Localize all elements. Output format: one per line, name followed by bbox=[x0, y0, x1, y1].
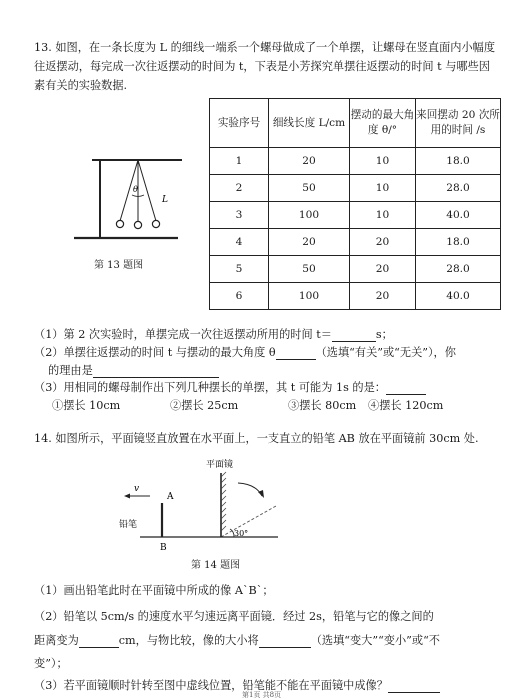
mirror-figure bbox=[110, 456, 310, 556]
q13-sub3 bbox=[34, 381, 426, 395]
cell-angle: 10 bbox=[350, 175, 416, 202]
pendulum-figure bbox=[70, 150, 190, 250]
q14-sub2: （2）铅笔以 5cm/s 的速度水平匀速远离平面镜．经过 2s，铅笔与它的像之间的 bbox=[34, 610, 434, 623]
answer-blank[interactable] bbox=[276, 347, 316, 360]
velocity-label: v bbox=[134, 484, 140, 494]
cell-length: 20 bbox=[269, 148, 350, 175]
answer-blank[interactable] bbox=[79, 635, 119, 648]
table-row bbox=[210, 256, 501, 283]
cell-length: 20 bbox=[269, 229, 350, 256]
cell-angle: 10 bbox=[350, 148, 416, 175]
q14-sub3 bbox=[34, 679, 440, 693]
q14-sub2b-mid: cm，与物比较，像的大小将 bbox=[118, 634, 259, 647]
cell-angle: 20 bbox=[350, 283, 416, 310]
q13-sub1 bbox=[34, 328, 393, 342]
header-time: 来回摆动 20 次所用的时间 /s bbox=[416, 99, 501, 148]
answer-blank[interactable] bbox=[93, 365, 219, 378]
option-d: ④摆长 120cm bbox=[368, 399, 444, 412]
q14-sub3-text: （3）若平面镜顺时针转至图中虚线位置，铅笔能不能在平面镜中成像？ bbox=[34, 679, 388, 692]
angle-label: 30° bbox=[234, 529, 249, 538]
cell-length: 100 bbox=[269, 202, 350, 229]
cell-length: 50 bbox=[269, 256, 350, 283]
length-label: L bbox=[162, 195, 168, 205]
q13-sub1-end: s； bbox=[375, 328, 393, 341]
cell-time: 40.0 bbox=[416, 202, 501, 229]
table-row bbox=[210, 283, 501, 310]
cell-time: 28.0 bbox=[416, 175, 501, 202]
cell-time: 28.0 bbox=[416, 256, 501, 283]
cell-time: 18.0 bbox=[416, 229, 501, 256]
q14-sub2b-pre: 距离变为 bbox=[34, 634, 79, 647]
header-length: 细线长度 L/cm bbox=[269, 99, 350, 148]
q13-sub2a-text: （2）单摆往返摆动的时间 t 与摆动的最大角度 θ bbox=[34, 346, 276, 359]
q13-sub2b-text: （选填“有关”或“无关”），你 bbox=[315, 346, 456, 359]
cell-time: 40.0 bbox=[416, 283, 501, 310]
mirror-label: 平面镜 bbox=[206, 459, 234, 469]
cell-angle: 10 bbox=[350, 202, 416, 229]
table-row bbox=[210, 175, 501, 202]
q13-sub2c-text: 的理由是 bbox=[48, 364, 93, 377]
q14-stem: 14. 如图所示，平面镜竖直放置在水平面上，一支直立的铅笔 AB 放在平面镜前 30cm 处. bbox=[34, 432, 479, 445]
q13-stem: 13. 如图，在一条长度为 L 的细线一端系一个螺母做成了一个单摆，让螺母在竖直面内小幅度往返摆动，每完成一次往返摆动的时间为 t，下表是小芳探究单摆往返摆动的时间 t 与哪些因素有关的实验数据. bbox=[34, 41, 496, 92]
point-b-label: B bbox=[160, 543, 167, 553]
theta-label: θ bbox=[133, 185, 138, 194]
q13-sub2-reason bbox=[48, 364, 219, 378]
cell-angle: 20 bbox=[350, 229, 416, 256]
header-index: 实验序号 bbox=[210, 99, 269, 148]
answer-blank[interactable] bbox=[332, 329, 376, 342]
q13-sub3-text: （3）用相同的螺母制作出下列几种摆长的单摆，其 t 可能为 1s 的是： bbox=[34, 381, 386, 394]
point-a-label: A bbox=[167, 492, 174, 502]
q13-sub1-text: （1）第 2 次实验时，单摆完成一次往返摆动所用的时间 t＝ bbox=[34, 328, 332, 341]
q13-sub2 bbox=[34, 346, 456, 360]
option-b: ②摆长 25cm bbox=[170, 399, 239, 412]
figure-14-caption: 第 14 题图 bbox=[191, 560, 241, 571]
cell-length: 50 bbox=[269, 175, 350, 202]
cell-time: 18.0 bbox=[416, 148, 501, 175]
table-row bbox=[210, 229, 501, 256]
answer-blank[interactable] bbox=[386, 382, 426, 395]
cell-length: 100 bbox=[269, 283, 350, 310]
option-c: ③摆长 80cm bbox=[288, 399, 357, 412]
pencil-label: 铅笔 bbox=[119, 519, 138, 529]
table-row bbox=[210, 148, 501, 175]
header-angle: 摆动的最大角度 θ/° bbox=[350, 99, 416, 148]
answer-blank[interactable] bbox=[259, 635, 311, 648]
option-a: ①摆长 10cm bbox=[52, 399, 121, 412]
page-footer: 第1页 共8页 bbox=[242, 691, 282, 699]
cell-index: 5 bbox=[210, 256, 269, 283]
table-row bbox=[210, 202, 501, 229]
cell-index: 4 bbox=[210, 229, 269, 256]
cell-index: 1 bbox=[210, 148, 269, 175]
cell-index: 2 bbox=[210, 175, 269, 202]
q14-sub1: （1）画出铅笔此时在平面镜中所成的像 A`B`； bbox=[34, 584, 274, 597]
cell-index: 6 bbox=[210, 283, 269, 310]
q14-sub2-end: 变”）； bbox=[34, 657, 68, 670]
cell-index: 3 bbox=[210, 202, 269, 229]
experiment-table bbox=[209, 98, 501, 310]
q14-sub2-cont bbox=[34, 634, 440, 648]
q14-sub2b-end: （选填“变大”“变小”或“不 bbox=[310, 634, 440, 647]
cell-angle: 20 bbox=[350, 256, 416, 283]
figure-13-caption: 第 13 题图 bbox=[94, 260, 144, 271]
answer-blank[interactable] bbox=[388, 680, 440, 693]
